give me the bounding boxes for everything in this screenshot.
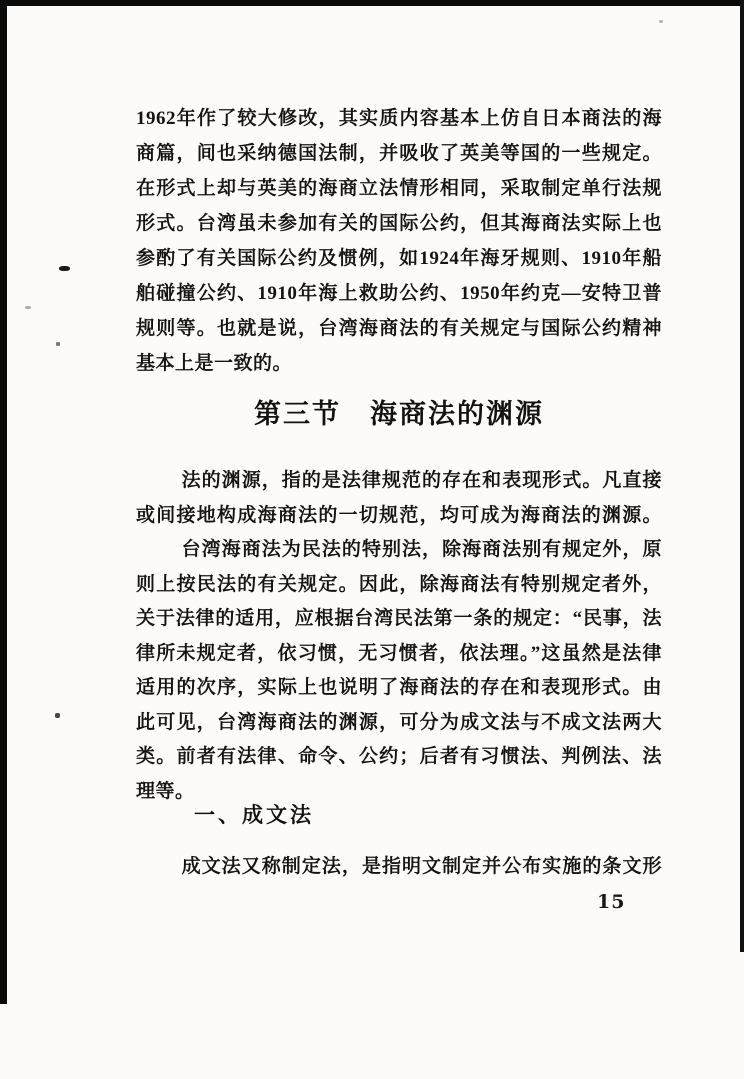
body-line: 法的渊源，指的是法律规范的存在和表现形式。凡直接 <box>181 470 662 491</box>
body-line: 适用的次序，实际上也说明了海商法的存在和表现形式。由 <box>136 677 662 698</box>
body-line: 舶碰撞公约、1910年海上救助公约、1950年约克—安特卫普 <box>136 283 662 304</box>
scan-speck <box>59 266 70 271</box>
scan-speck <box>56 342 60 346</box>
body-line: 商篇，间也采纳德国法制，并吸收了英美等国的一些规定。 <box>136 143 662 164</box>
scan-edge-top <box>0 0 744 6</box>
scan-speck <box>55 713 60 718</box>
paragraph <box>136 101 662 381</box>
body-line: 成文法又称制定法，是指明文制定并公布实施的条文形 <box>181 856 662 877</box>
section-heading: 第三节 海商法的渊源 <box>254 399 544 429</box>
body-line: 此可见，台湾海商法的渊源，可分为成文法与不成文法两大 <box>136 711 662 733</box>
body-line: 或间接地构成海商法的一切规范，均可成为海商法的渊源。 <box>136 504 662 526</box>
scan-edge-left <box>0 0 7 1004</box>
body-line: 参酌了有关国际公约及惯例，如1924年海牙规则、1910年船 <box>136 248 662 269</box>
scan-speck <box>659 20 663 23</box>
scan-speck <box>25 306 31 309</box>
body-line: 在形式上却与英美的海商立法情形相同，采取制定单行法规 <box>136 178 662 199</box>
body-line: 类。前者有法律、命令、公约；后者有习惯法、判例法、法 <box>136 746 662 767</box>
body-line: 则上按民法的有关规定。因此，除海商法有特别规定者外， <box>136 573 662 595</box>
scan-edge-right <box>740 0 744 952</box>
page-number: 15 <box>597 891 626 913</box>
body-line: 1962年作了较大修改，其实质内容基本上仿自日本商法的海 <box>136 108 662 129</box>
paragraph <box>136 533 662 809</box>
body-line: 理等。 <box>136 780 195 802</box>
paragraph <box>136 850 662 885</box>
body-line: 形式。台湾虽未参加有关的国际公约，但其海商法实际上也 <box>136 213 662 234</box>
paragraph <box>136 464 662 533</box>
body-line: 律所未规定者，依习惯，无习惯者，依法理。”这虽然是法律 <box>136 642 662 664</box>
body-line: 台湾海商法为民法的特别法，除海商法别有规定外，原 <box>181 539 662 560</box>
body-line: 基本上是一致的。 <box>136 353 293 374</box>
body-line: 规则等。也就是说，台湾海商法的有关规定与国际公约精神 <box>136 318 662 339</box>
body-line: 关于法律的适用，应根据台湾民法第一条的规定：“民事，法 <box>136 608 662 629</box>
subsection-heading: 一、成文法 <box>194 803 314 827</box>
